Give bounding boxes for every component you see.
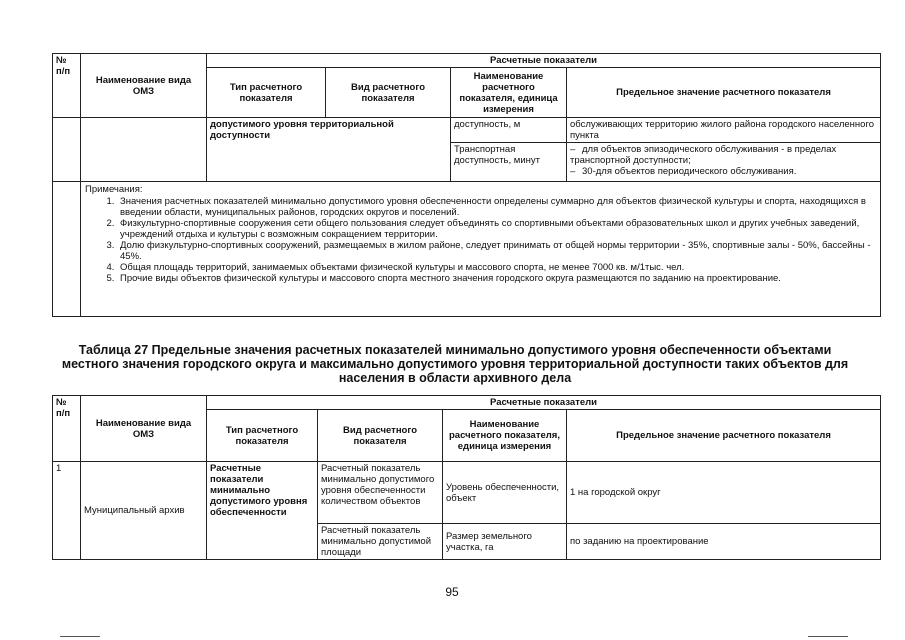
limit-item: – для объектов эпизодического обслуживания - в пределах транспортной доступности; bbox=[570, 144, 837, 166]
table-caption: Таблица 27 Предельные значения расчетных показателей минимально допустимого уровня обеспеченности объектами местного значения городского округа и максимально допустимого уровня территориальной доступности таких объектов для населения в области архивного дела bbox=[61, 343, 849, 385]
notes-blank bbox=[53, 182, 81, 317]
row-unit-2: Размер земельного участка, га bbox=[443, 524, 567, 560]
row-name bbox=[81, 118, 207, 182]
bottom-edge-line bbox=[60, 636, 100, 637]
header-group: Расчетные показатели bbox=[207, 54, 881, 68]
row-unit-1: доступность, м bbox=[451, 118, 567, 143]
row-limit-2 bbox=[567, 143, 881, 182]
header-num: № п/п bbox=[53, 54, 81, 118]
row-limit-1: обслуживающих территорию жилого района городского населенного пункта bbox=[567, 118, 881, 143]
note-item: 5. Прочие виды объектов физической культуры и массового спорта местного значения городского округа размещаются по заданию на проектирование. bbox=[117, 273, 876, 284]
header-name: Наименование вида ОМЗ bbox=[81, 54, 207, 118]
header-limit: Предельное значение расчетного показателя bbox=[567, 68, 881, 118]
note-item: 3. Долю физкультурно-спортивных сооружений, размещаемых в жилом районе, следует принимать от общей нормы территории - 35%, спортивные залы - 50%, бассейны - 45%. bbox=[117, 240, 876, 262]
header-kind: Вид расчетного показателя bbox=[326, 68, 451, 118]
archive-indicators-table bbox=[52, 395, 881, 560]
row-num bbox=[53, 118, 81, 182]
facility-indicators-table-continued bbox=[52, 53, 881, 317]
header-group: Расчетные показатели bbox=[207, 396, 881, 410]
note-item: 2. Физкультурно-спортивные сооружения сети общего пользования следует объединять со спортивными объектами образовательных школ и других учебных заведений, учреждений отдыха и культуры с возможным сокращением территории. bbox=[117, 218, 876, 240]
dash-marker: – bbox=[570, 166, 576, 177]
notes-cell bbox=[81, 182, 881, 317]
header-name: Наименование вида ОМЗ bbox=[81, 396, 207, 462]
note-item: 1. Значения расчетных показателей минимально допустимого уровня обеспеченности определены суммарно для объектов физической культуры и спорта, находящихся в введении области, муниципальных районов, городских округов и поселений. bbox=[117, 196, 876, 218]
row-num: 1 bbox=[53, 462, 81, 560]
header-type: Тип расчетного показателя bbox=[207, 68, 326, 118]
header-kind: Вид расчетного показателя bbox=[318, 410, 443, 462]
row-limit-2: по заданию на проектирование bbox=[567, 524, 881, 560]
row-unit-2: Транспортная доступность, минут bbox=[451, 143, 567, 182]
row-unit-1: Уровень обеспеченности, объект bbox=[443, 462, 567, 524]
header-type: Тип расчетного показателя bbox=[207, 410, 318, 462]
page-number: 95 bbox=[445, 585, 459, 599]
notes-list bbox=[85, 196, 876, 284]
row-limit-1: 1 на городской округ bbox=[567, 462, 881, 524]
row-type: допустимого уровня территориальной доступности bbox=[207, 118, 451, 182]
bottom-edge-line bbox=[808, 636, 848, 637]
header-unit: Наименование расчетного показателя, единица измерения bbox=[451, 68, 567, 118]
note-item: 4. Общая площадь территорий, занимаемых объектами физической культуры и массового спорта, не менее 7000 кв. м/1тыс. чел. bbox=[117, 262, 876, 273]
header-num: № п/п bbox=[53, 396, 81, 462]
notes-title: Примечания: bbox=[85, 184, 143, 195]
row-kind-2: Расчетный показатель минимально допустимой площади bbox=[318, 524, 443, 560]
row-kind-1: Расчетный показатель минимально допустимого уровня обеспеченности количеством объектов bbox=[318, 462, 443, 524]
limit-item: – 30-для объектов периодического обслуживания. bbox=[570, 166, 797, 177]
header-limit: Предельное значение расчетного показателя bbox=[567, 410, 881, 462]
row-name: Муниципальный архив bbox=[81, 462, 207, 560]
header-unit: Наименование расчетного показателя, единица измерения bbox=[443, 410, 567, 462]
row-type: Расчетные показатели минимально допустимого уровня обеспеченности bbox=[207, 462, 318, 560]
dash-marker: – bbox=[570, 144, 576, 155]
